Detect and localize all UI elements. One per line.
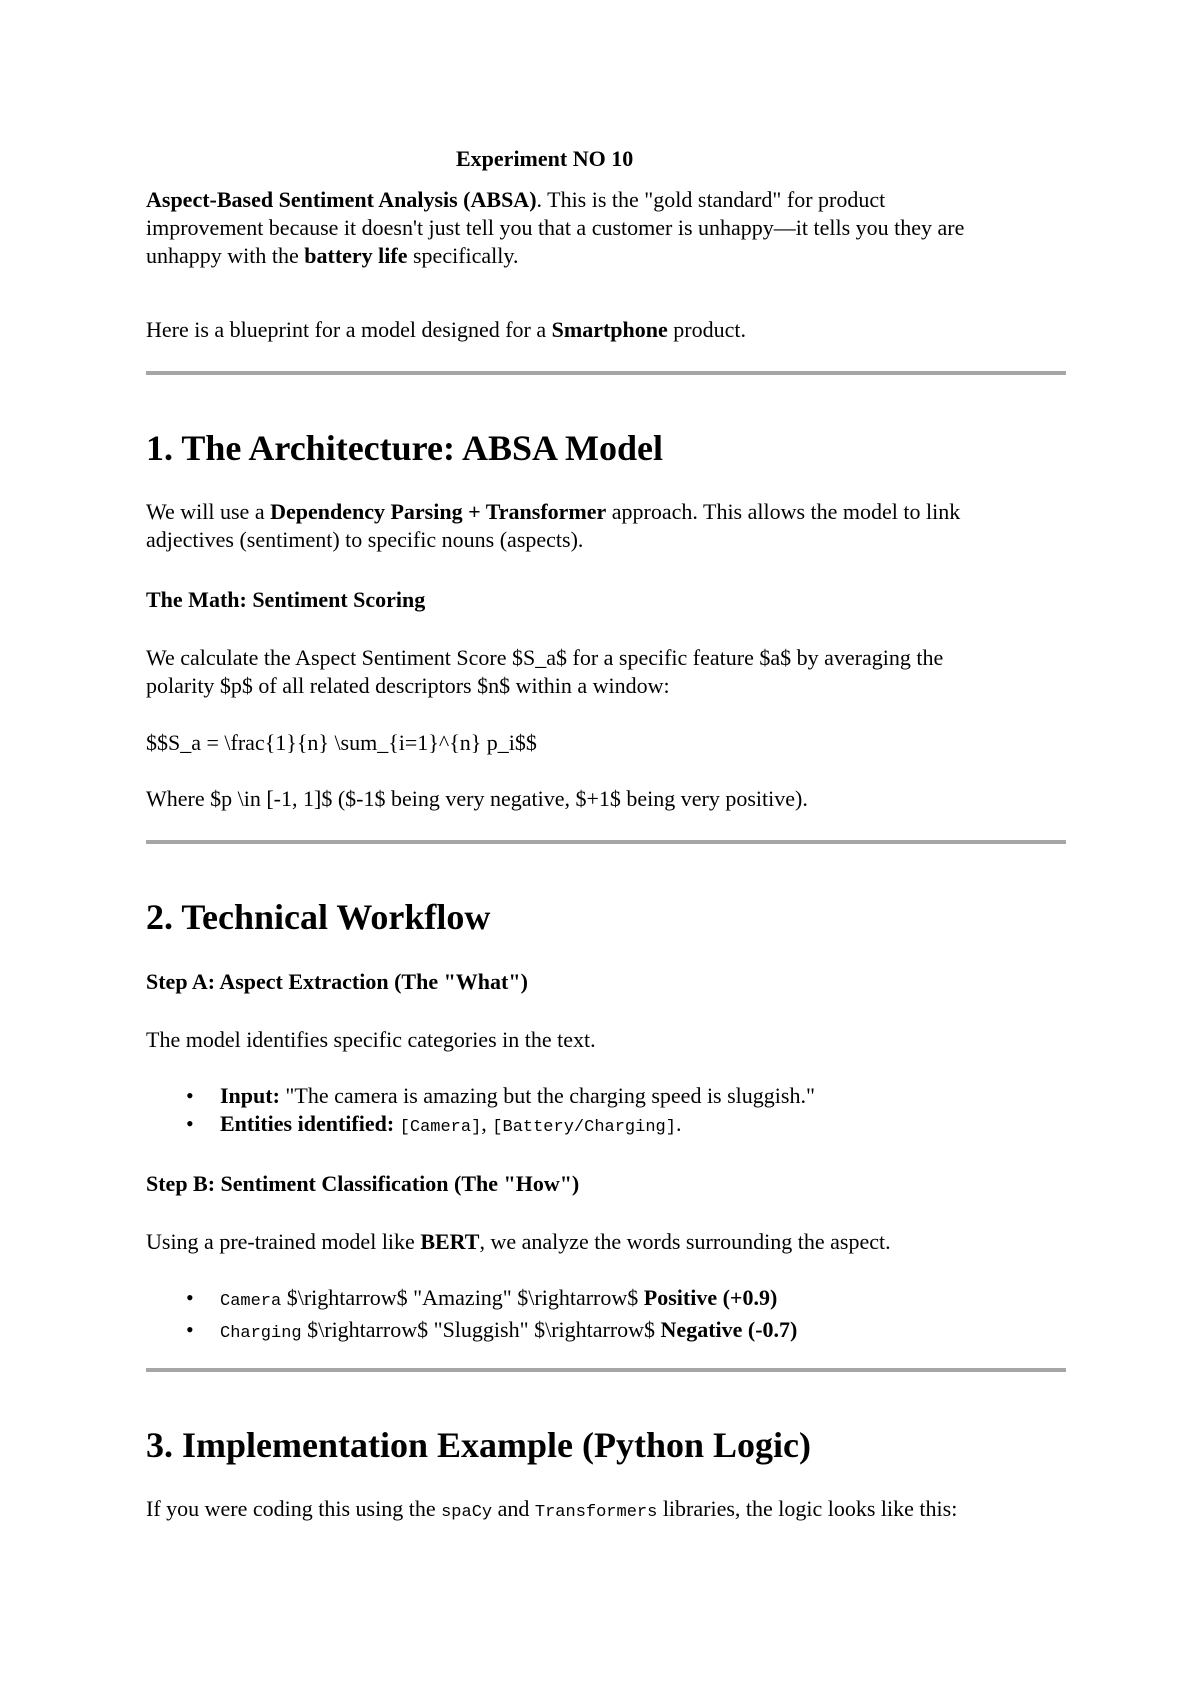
step-b-text-b: , we analyze the words surrounding the aspect. [479, 1229, 891, 1254]
intro-text-a: . This is the "gold standard" for product [536, 187, 886, 212]
step-b-heading-block [146, 1170, 1064, 1198]
charging-code: Charging [220, 1324, 302, 1343]
step-a-heading-block [146, 968, 1064, 996]
polarity-range: Where $p \in [-1, 1]$ ($-1$ being very negative, $+1$ being very positive). [146, 786, 808, 811]
section1-paragraph [146, 498, 1064, 554]
section2-heading: 2. Technical Workflow [146, 897, 491, 937]
step-a-text: The model identifies specific categories in the text. [146, 1027, 596, 1052]
bullet-icon: • [186, 1111, 194, 1136]
horizontal-rule-1 [146, 371, 1066, 375]
entity-end: . [675, 1111, 682, 1136]
step-b-text-a: Using a pre-trained model like [146, 1229, 421, 1254]
formula-paragraph [146, 729, 1064, 757]
step-b-heading: Step B: Sentiment Classification (The "How") [146, 1171, 580, 1196]
math-subheading: The Math: Sentiment Scoring [146, 587, 426, 612]
math-paragraph [146, 644, 1064, 700]
camera-code: Camera [220, 1292, 282, 1311]
list-item [146, 1284, 1064, 1316]
absa-term: Aspect-Based Sentiment Analysis (ABSA) [146, 187, 537, 212]
section3-paragraph [146, 1495, 1064, 1527]
horizontal-rule-2 [146, 840, 1066, 844]
input-text: "The camera is amazing but the charging speed is sluggish." [279, 1083, 815, 1108]
bullet-icon: • [186, 1083, 194, 1108]
list-item [146, 1082, 1064, 1110]
section1-heading-block [146, 428, 1064, 468]
intro-text-c: unhappy with the [146, 243, 305, 268]
section1-text-c: adjectives (sentiment) to specific nouns (aspects). [146, 527, 584, 552]
section1-text-b: approach. This allows the model to link [606, 499, 961, 524]
section2-heading-block [146, 897, 1064, 937]
entity-camera-code: [Camera] [399, 1118, 482, 1137]
spacy-code: spaCy [441, 1503, 493, 1522]
step-a-list [146, 1082, 1064, 1142]
list-item [146, 1110, 1064, 1142]
smartphone-term: Smartphone [551, 317, 668, 342]
intro-text-d: specifically. [407, 243, 519, 268]
section1-heading: 1. The Architecture: ABSA Model [146, 428, 663, 468]
entity-battery-code: [Battery/Charging] [492, 1118, 676, 1137]
step-b-list [146, 1284, 1064, 1348]
intro-paragraph [146, 186, 1064, 270]
section3-heading-block [146, 1425, 1064, 1465]
bert-term: BERT [420, 1229, 480, 1254]
dependency-parsing-term: Dependency Parsing + Transformer [270, 499, 607, 524]
section3-text-c: libraries, the logic looks like this: [657, 1496, 958, 1521]
polarity-paragraph [146, 785, 1064, 813]
list-item [146, 1316, 1064, 1348]
camera-arrow-text: $\rightarrow$ "Amazing" $\rightarrow$ [281, 1285, 644, 1310]
charging-result: Negative (-0.7) [660, 1317, 798, 1342]
section3-text-a: If you were coding this using the [146, 1496, 442, 1521]
bullet-icon: • [186, 1285, 194, 1310]
section1-text-a: We will use a [146, 499, 271, 524]
blueprint-text-b: product. [667, 317, 746, 342]
camera-result: Positive (+0.9) [643, 1285, 778, 1310]
blueprint-paragraph [146, 316, 1064, 344]
step-a-heading: Step A: Aspect Extraction (The "What") [146, 969, 528, 994]
math-line-1: We calculate the Aspect Sentiment Score $S_a$ for a specific feature $a$ by averaging the [146, 645, 944, 670]
section3-text-b: and [492, 1496, 535, 1521]
entities-label: Entities identified: [220, 1111, 395, 1136]
step-b-paragraph [146, 1228, 1064, 1256]
intro-text-b: improvement because it doesn't just tell you that a customer is unhappy—it tells you they are [146, 215, 965, 240]
bullet-icon: • [186, 1317, 194, 1342]
section3-heading: 3. Implementation Example (Python Logic) [146, 1425, 811, 1465]
horizontal-rule-3 [146, 1368, 1066, 1372]
experiment-title: Experiment NO 10 [456, 146, 634, 171]
charging-arrow-text: $\rightarrow$ "Sluggish" $\rightarrow$ [301, 1317, 661, 1342]
math-subheading-block [146, 586, 1064, 614]
math-line-2: polarity $p$ of all related descriptors $n$ within a window: [146, 673, 670, 698]
battery-life-term: battery life [304, 243, 408, 268]
formula: $$S_a = \frac{1}{n} \sum_{i=1}^{n} p_i$$ [146, 730, 537, 755]
blueprint-text-a: Here is a blueprint for a model designed for a [146, 317, 552, 342]
entity-separator: , [481, 1111, 493, 1136]
input-label: Input: [220, 1083, 280, 1108]
transformers-code: Transformers [534, 1503, 658, 1522]
step-a-paragraph [146, 1026, 1064, 1054]
